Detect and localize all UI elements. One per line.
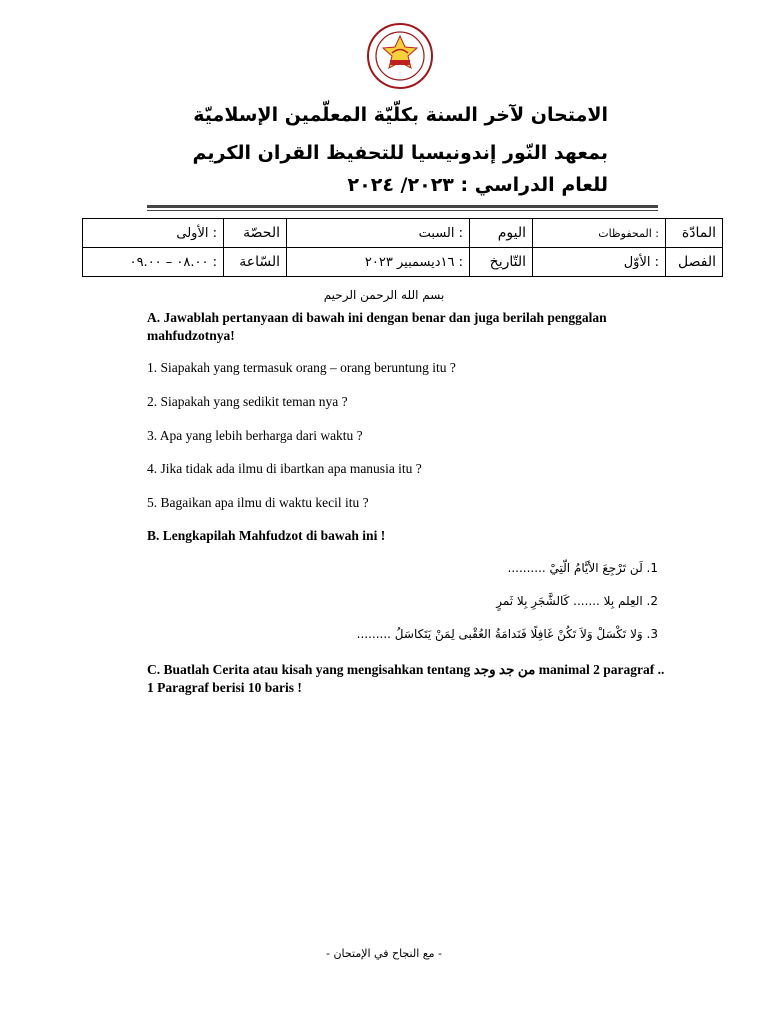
question-4: 4. Jika tidak ada ilmu di ibartkan apa manusia itu ? <box>147 461 422 476</box>
period-value: : الأولى <box>83 219 224 248</box>
basmala: بسم الله الرحمن الرحيم <box>323 288 445 302</box>
section-a-heading: A. Jawablah pertanyaan di bawah ini dengan benar dan juga berilah penggalan mahfudzotnya! <box>147 310 607 343</box>
mahfudzot-item-3: 3. وَلا تَكْسَلْ وَلاَ تَكُنْ غَافِلًا فَنَدامَةُ العُقْبى لِمَنْ يَتَكاسَلُ ......... <box>356 627 658 641</box>
date-label: التّاريخ <box>470 248 533 277</box>
school-logo <box>366 22 434 90</box>
question-5: 5. Bagaikan apa ilmu di waktu kecil itu ? <box>147 495 369 510</box>
header-divider <box>147 205 658 208</box>
exam-title: الامتحان لآخر السنة بكلّيّة المعلّمين الإسلاميّة <box>193 104 608 126</box>
day-value: : السبت <box>287 219 470 248</box>
class-value: : الأوّل <box>533 248 666 277</box>
institute-name: بمعهد النّور إندونيسيا للتحفيظ القران الكريم <box>192 142 608 164</box>
period-label: الحصّة <box>224 219 287 248</box>
time-label: السّاعة <box>224 248 287 277</box>
day-label: اليوم <box>470 219 533 248</box>
section-b-heading: B. Lengkapilah Mahfudzot di bawah ini ! <box>147 528 386 543</box>
table-row <box>83 248 723 277</box>
section-c-heading: C. Buatlah Cerita atau kisah yang mengisahkan tentang من جد وجد manimal 2 paragraf .. 1 Paragraf berisi 10 baris ! <box>147 662 665 695</box>
question-2: 2. Siapakah yang sedikit teman nya ? <box>147 394 348 409</box>
subject-value: : المحفوظات <box>533 219 666 248</box>
table-row <box>83 219 723 248</box>
subject-label: المادّة <box>666 219 723 248</box>
mahfudzot-item-1: 1. لَن تَرْجِعَ الأيَّامُ الّتِيْ .......... <box>507 561 658 575</box>
class-label: الفصل <box>666 248 723 277</box>
exam-info-table <box>82 218 723 277</box>
date-value: : ١٦ديسمبير ٢٠٢٣ <box>287 248 470 277</box>
mahfudzot-item-2: 2. العِلم بِلا ....... كَالشَّجَرِ بِلا ثَمرٍ <box>496 594 658 608</box>
header-divider-thin <box>147 210 658 211</box>
academic-year: للعام الدراسي : ٢٠٢٣/ ٢٠٢٤ <box>347 174 608 196</box>
time-value: : ٠٨.٠٠ – ٠٩.٠٠ <box>83 248 224 277</box>
question-3: 3. Apa yang lebih berharga dari waktu ? <box>147 428 363 443</box>
footer-greeting: - مع النجاح في الإمتحان - <box>326 947 442 960</box>
question-1: 1. Siapakah yang termasuk orang – orang beruntung itu ? <box>147 360 456 375</box>
